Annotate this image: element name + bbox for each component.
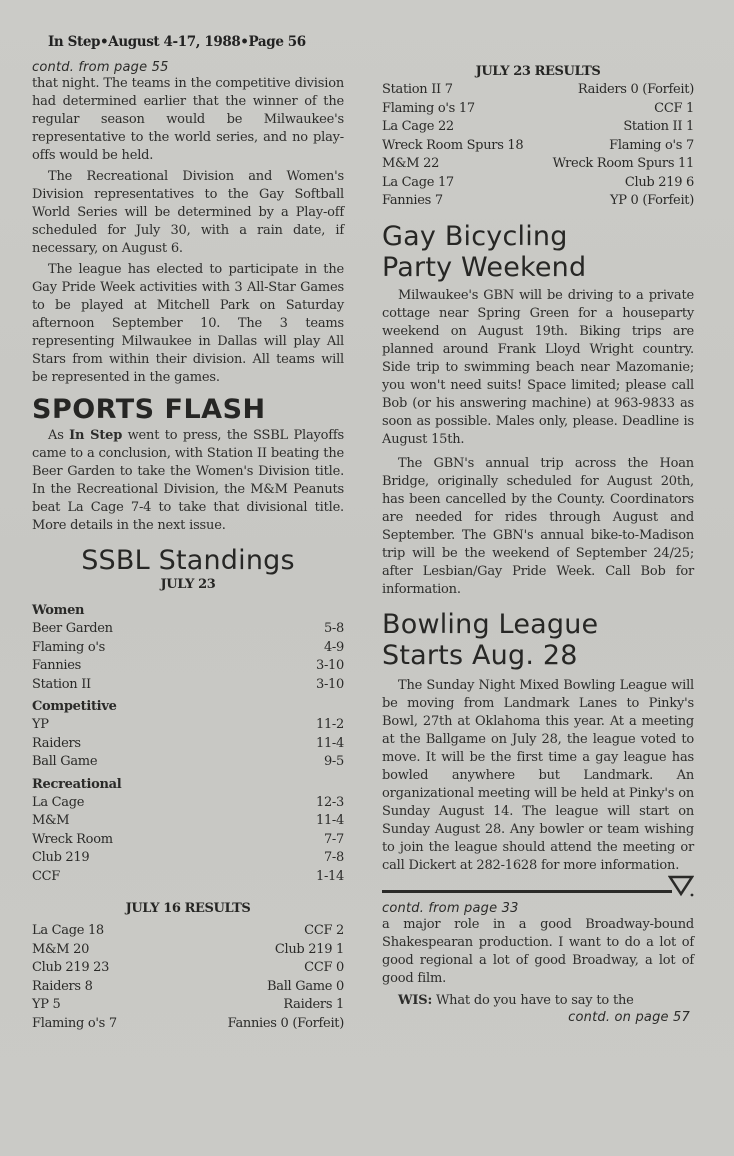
interview-question bbox=[382, 992, 694, 1010]
end-triangle-icon bbox=[668, 875, 694, 897]
sports-flash-paragraph bbox=[32, 427, 344, 535]
team-record: 7-7 bbox=[323, 831, 344, 847]
heading-line: Starts Aug. 28 bbox=[382, 639, 578, 671]
divider-rule bbox=[382, 890, 672, 893]
winner-score: Station II 7 bbox=[382, 82, 453, 97]
result-row bbox=[32, 978, 344, 997]
team-name: La Cage bbox=[32, 794, 85, 810]
result-row bbox=[32, 959, 344, 978]
winner-score: La Cage 22 bbox=[382, 119, 454, 134]
text-run: went to press, the SSBL Playoffs came to a conclusion, with Station II beating the Beer Garden to take the Women's Division title. In the Recreational Division, the M&M Peanuts beat La Cage 7-4 to take that divisional title. More details in the next issue. bbox=[32, 428, 344, 533]
bowling-heading bbox=[382, 609, 694, 671]
article-paragraph: that night. The teams in the competitive division had determined earlier that the winner of the regular season would be Milwaukee's representative to the world series, and no play-offs would be held. bbox=[32, 76, 344, 163]
team-record: 11-4 bbox=[315, 813, 344, 828]
winner-score: M&M 20 bbox=[32, 941, 90, 957]
end-of-story-rule bbox=[382, 875, 694, 899]
loser-score: Club 219 6 bbox=[624, 174, 694, 190]
standings-table bbox=[32, 602, 344, 886]
winner-score: Fannies 7 bbox=[382, 193, 443, 208]
text-run: As bbox=[48, 428, 70, 443]
article-paragraph: The GBN's annual trip across the Hoan Bridge, originally scheduled for August 20th, has been cancelled by the County. Coordinators are needed for rides through August and September. The GBN's annual bike-to-Madison trip will be the weekend of September 24/25; after Lesbian/Gay Pride Week. Call Bob for information. bbox=[382, 455, 694, 597]
winner-score: Club 219 23 bbox=[32, 960, 110, 975]
team-name: Flaming o's bbox=[32, 639, 106, 655]
winner-score: La Cage 18 bbox=[32, 923, 104, 938]
loser-score: CCF 2 bbox=[304, 923, 344, 938]
team-name: Station II bbox=[32, 676, 91, 692]
interview-paragraph: a major role in a good Broadway-bound Shakespearan production. I want to do a lot of good regional a lot of good Broadway, a lot of good film. bbox=[382, 916, 694, 986]
standings-row bbox=[32, 812, 344, 831]
heading-line: Bowling League bbox=[382, 608, 599, 640]
team-name: Fannies bbox=[32, 658, 82, 673]
left-column bbox=[32, 60, 344, 1033]
loser-score: Wreck Room Spurs 11 bbox=[552, 156, 694, 171]
result-row bbox=[382, 137, 694, 156]
article-paragraph: The league has elected to participate in the Gay Pride Week activities with 3 All-Star Games to be played at Mitchell Park on Saturday afternoon September 10. The 3 teams representing Milwaukee in Dallas will play All Stars from within their division. All teams will be represented in the games. bbox=[32, 262, 344, 385]
team-record: 12-3 bbox=[315, 794, 344, 810]
team-record: 4-9 bbox=[323, 639, 344, 655]
team-name: YP bbox=[32, 717, 49, 732]
team-record: 3-10 bbox=[315, 676, 344, 692]
winner-score: Flaming o's 17 bbox=[382, 100, 475, 116]
result-row bbox=[32, 996, 344, 1015]
loser-score: Fannies 0 (Forfeit) bbox=[227, 1015, 344, 1031]
standings-row bbox=[32, 831, 344, 850]
division-title: Competitive bbox=[32, 699, 117, 714]
winner-score: La Cage 17 bbox=[382, 174, 454, 190]
heading-line: Gay Bicycling bbox=[382, 220, 568, 252]
team-record: 7-8 bbox=[323, 850, 344, 865]
loser-score: Raiders 0 (Forfeit) bbox=[577, 82, 694, 97]
bicycling-heading bbox=[382, 221, 694, 283]
interviewer-label: WIS: bbox=[398, 992, 433, 1008]
winner-score: Wreck Room Spurs 18 bbox=[382, 137, 524, 153]
result-row bbox=[32, 941, 344, 960]
loser-score: Ball Game 0 bbox=[266, 978, 344, 994]
division-title: Women bbox=[32, 603, 85, 618]
team-name: Ball Game bbox=[32, 754, 98, 769]
winner-score: M&M 22 bbox=[382, 156, 440, 171]
team-record: 11-4 bbox=[315, 735, 344, 751]
team-record: 3-10 bbox=[315, 658, 344, 673]
result-row bbox=[32, 1015, 344, 1034]
division-title: Recreational bbox=[32, 776, 122, 792]
article-paragraph: Milwaukee's GBN will be driving to a private cottage near Spring Green for a houseparty weekend on August 19th. Biking trips are planned around Frank Lloyd Wright country. Side trip to swimming beach near Mazomanie; you won't need suits! Space limited; please call Bob (or his answering machine) at 963-9833 as soon as possible. Males only, please. Deadline is August 15th. bbox=[382, 287, 694, 447]
team-name: M&M bbox=[32, 813, 70, 828]
team-name: Beer Garden bbox=[32, 621, 113, 636]
result-row bbox=[32, 922, 344, 941]
winner-score: Flaming o's 7 bbox=[32, 1015, 117, 1031]
team-name: Club 219 bbox=[32, 850, 90, 865]
standings-row bbox=[32, 735, 344, 754]
result-row bbox=[382, 118, 694, 137]
winner-score: Raiders 8 bbox=[32, 978, 93, 994]
team-record: 9-5 bbox=[323, 754, 344, 769]
article-paragraph: The Sunday Night Mixed Bowling League will be moving from Landmark Lanes to Pinky's Bowl, 27th at Oklahoma this year. At a meeting at the Ballgame on July 28, the league voted to move. It will be the first time a gay league has bowled anywhere but Landmark. An organizational meeting will be held at Pinky's on Sunday August 14. The league will start on Sunday August 28. Any bowler or team wishing to join the league should attend the meeting or call Dickert at 282-1628 for more information. bbox=[382, 677, 694, 873]
loser-score: CCF 0 bbox=[304, 960, 344, 975]
team-name: CCF bbox=[32, 868, 61, 884]
text-run: What do you have to say to the bbox=[432, 992, 634, 1008]
standings-row bbox=[32, 657, 344, 676]
team-record: 1-14 bbox=[315, 868, 344, 884]
standings-row bbox=[32, 794, 344, 813]
sports-flash-heading: SPORTS FLASH bbox=[32, 394, 266, 425]
result-row bbox=[382, 100, 694, 119]
july23-results-table bbox=[382, 81, 694, 211]
loser-score: CCF 1 bbox=[654, 100, 694, 116]
result-row bbox=[382, 155, 694, 174]
standings-row bbox=[32, 868, 344, 887]
team-record: 11-2 bbox=[315, 717, 344, 732]
standings-date: JULY 23 bbox=[160, 577, 216, 592]
loser-score: Club 219 1 bbox=[274, 941, 344, 957]
standings-row bbox=[32, 753, 344, 772]
loser-score: Flaming o's 7 bbox=[609, 137, 694, 153]
winner-score: YP 5 bbox=[32, 997, 61, 1012]
article-paragraph: The Recreational Division and Women's Division representatives to the Gay Softball World Series will be determined by a Play-off scheduled for July 30, with a rain date, if necessary, on August 6. bbox=[32, 169, 344, 256]
loser-score: Raiders 1 bbox=[283, 997, 344, 1012]
publication-name: In Step bbox=[69, 428, 123, 443]
result-row bbox=[382, 81, 694, 100]
standings-row bbox=[32, 620, 344, 639]
july16-results-table bbox=[32, 922, 344, 1033]
team-name: Wreck Room bbox=[32, 831, 113, 847]
july16-results-heading: JULY 16 RESULTS bbox=[125, 901, 251, 916]
contd-from-label: contd. from page 33 bbox=[382, 900, 519, 916]
page-folio: In Step•August 4-17, 1988•Page 56 bbox=[48, 34, 306, 50]
standings-row bbox=[32, 639, 344, 658]
team-name: Raiders bbox=[32, 735, 81, 751]
contd-on-label: contd. on page 57 bbox=[568, 1009, 690, 1025]
loser-score: YP 0 (Forfeit) bbox=[609, 193, 694, 208]
team-record: 5-8 bbox=[323, 621, 344, 636]
heading-line: Party Weekend bbox=[382, 251, 587, 283]
result-row bbox=[382, 192, 694, 211]
standings-heading: SSBL Standings bbox=[81, 545, 295, 576]
standings-row bbox=[32, 676, 344, 695]
standings-row bbox=[32, 716, 344, 735]
result-row bbox=[382, 174, 694, 193]
standings-row bbox=[32, 849, 344, 868]
right-column bbox=[382, 63, 694, 1025]
july23-results-heading: JULY 23 RESULTS bbox=[475, 64, 601, 79]
contd-from-label: contd. from page 55 bbox=[32, 60, 169, 75]
loser-score: Station II 1 bbox=[623, 119, 694, 134]
